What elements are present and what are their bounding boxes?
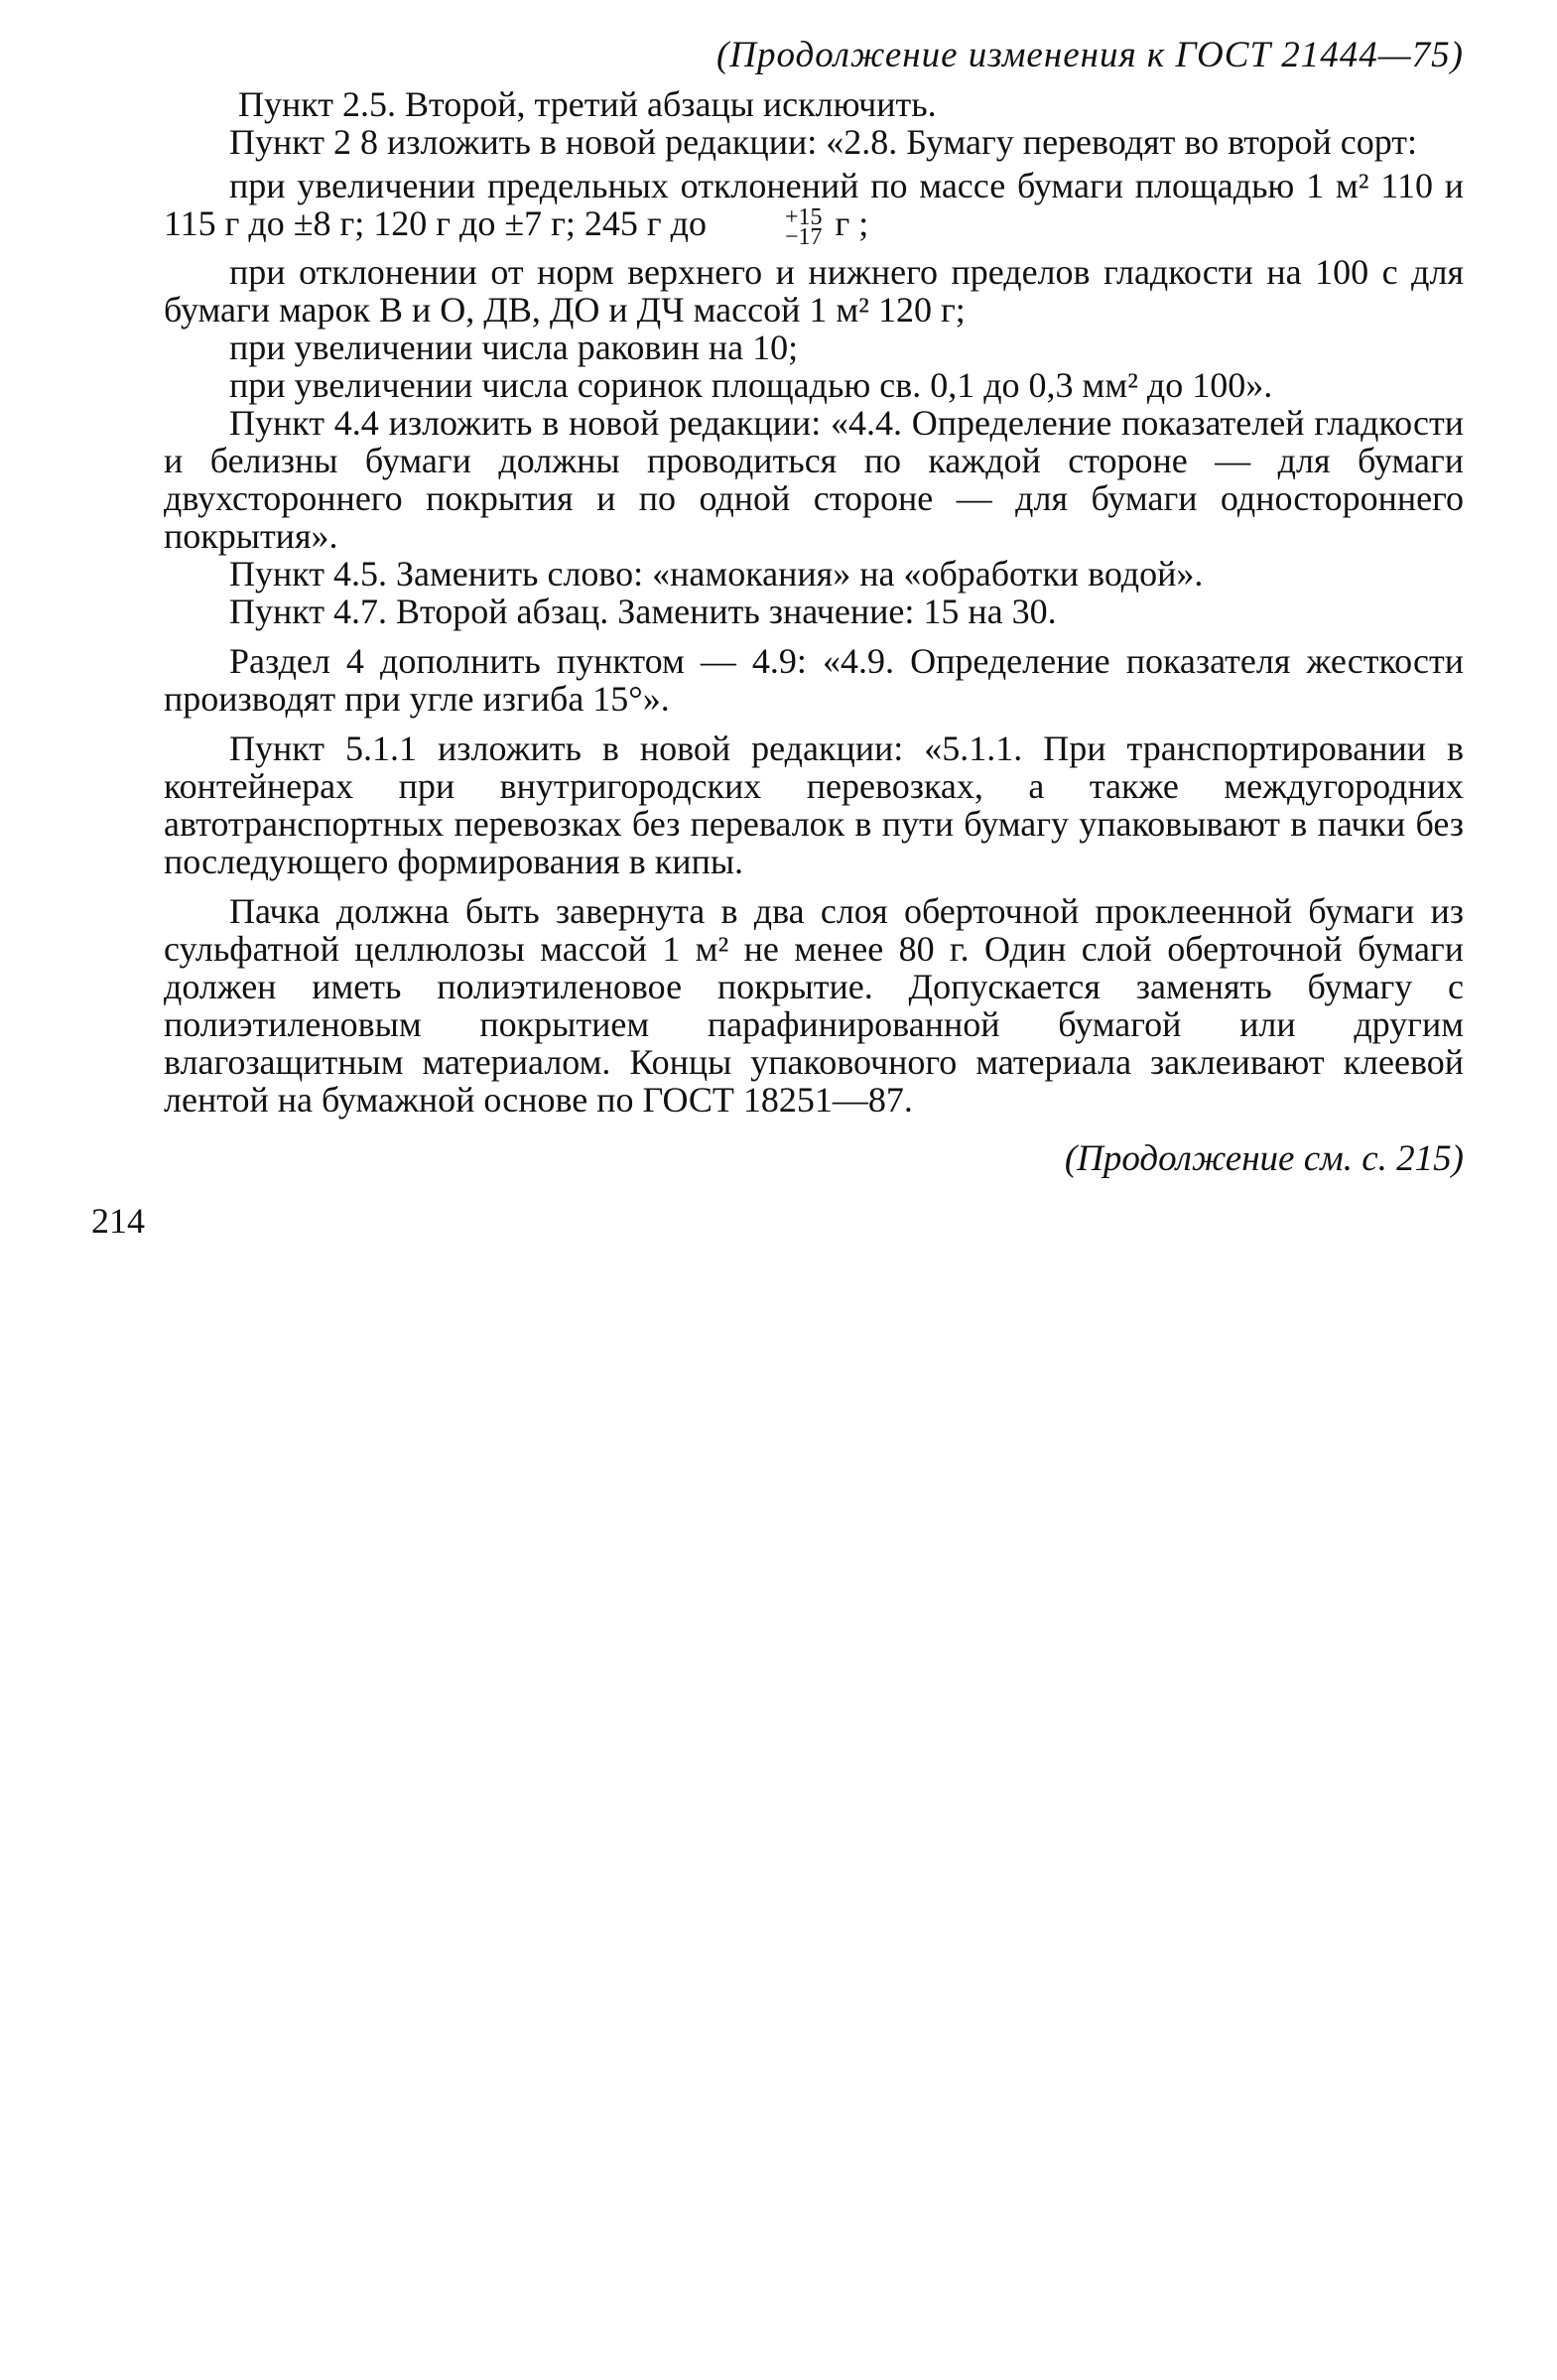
paragraph-punkt-2-5 [164, 85, 1464, 123]
paragraph-text: Пачка должна быть завернута в два слоя оберточной проклеенной бумаги из сульфатной целлюлозы массой 1 м² не менее 80 г. Один слой оберточной бумаги должен иметь полиэтиленовое покрытие. Допускается заменять бумагу с полиэтиленовым покрытием парафинированной бумагой или другим влагозащитным материалом. Концы упаковочного материала заклеивают клеевой лентой на бумажной основе по ГОСТ 18251—87. [164, 890, 1464, 1120]
paragraph-text: Пункт 4.4 изложить в новой редакции: «4.4. Определение показателей гладкости и белизны бумаги должны проводиться по каждой стороне — для бумаги двухстороннего покрытия и по одной стороне — для бумаги одностороннего покрытия». [164, 402, 1464, 556]
paragraph-specks [164, 366, 1464, 404]
paragraph-text: при увеличении числа раковин на 10; [229, 327, 799, 367]
paragraph-punkt-4-7 [164, 593, 1464, 630]
fraction-upper: +15 [784, 203, 823, 230]
paragraph-text: Пункт 2.5. Второй, третий абзацы исключить. [238, 84, 937, 124]
continuation-note: (Продолжение см. с. 215) [1064, 1138, 1464, 1179]
paragraph-punkt-4-4 [164, 404, 1464, 555]
paragraph-packing [164, 892, 1464, 1119]
fraction-unit: г ; [835, 203, 869, 243]
paragraph-mass-deviation [164, 166, 1464, 250]
paragraph-razdel-4 [164, 642, 1464, 718]
page-number: 214 [91, 1201, 145, 1241]
paragraph-punkt-4-5 [164, 555, 1464, 593]
paragraph-punkt-2-8 [164, 123, 1464, 161]
document-body [164, 85, 1464, 1119]
paragraph-text: при увеличении числа соринок площадью св. 0,1 до 0,3 мм² до 100». [229, 364, 1273, 405]
paragraph-smoothness [164, 253, 1464, 329]
paragraph-shells [164, 329, 1464, 366]
running-header: (Продолжение изменения к ГОСТ 21444—75) [715, 35, 1464, 75]
fraction-lower: −17 [784, 223, 823, 250]
tolerance-fraction [719, 203, 823, 250]
paragraph-text: при увеличении предельных отклонений по массе бумаги площадью 1 м² 110 и 115 г до ±8 г; 120 г до ±7 г; 245 г до [164, 166, 1464, 243]
paragraph-text: Пункт 4.7. Второй абзац. Заменить значение: 15 на 30. [229, 591, 1057, 631]
paragraph-text: Пункт 5.1.1 изложить в новой редакции: «5.1.1. При транспортировании в контейнерах при внутригородских перевозках, а также междугородних автотранспортных перевозках без перевалок в пути бумагу упаковывают в пачки без последующего формирования в кипы. [164, 727, 1464, 881]
paragraph-punkt-5-1-1 [164, 729, 1464, 880]
paragraph-text: Пункт 4.5. Заменить слово: «намокания» на «обработки водой». [229, 553, 1204, 594]
paragraph-text: при отклонении от норм верхнего и нижнего пределов гладкости на 100 с для бумаги марок В и О, ДВ, ДО и ДЧ массой 1 м² 120 г; [164, 251, 1464, 330]
paragraph-text: Раздел 4 дополнить пунктом — 4.9: «4.9. Определение показателя жесткости производят при угле изгиба 15°». [164, 640, 1464, 719]
paragraph-text: Пункт 2 8 изложить в новой редакции: «2.8. Бумагу переводят во второй сорт: [229, 122, 1417, 162]
